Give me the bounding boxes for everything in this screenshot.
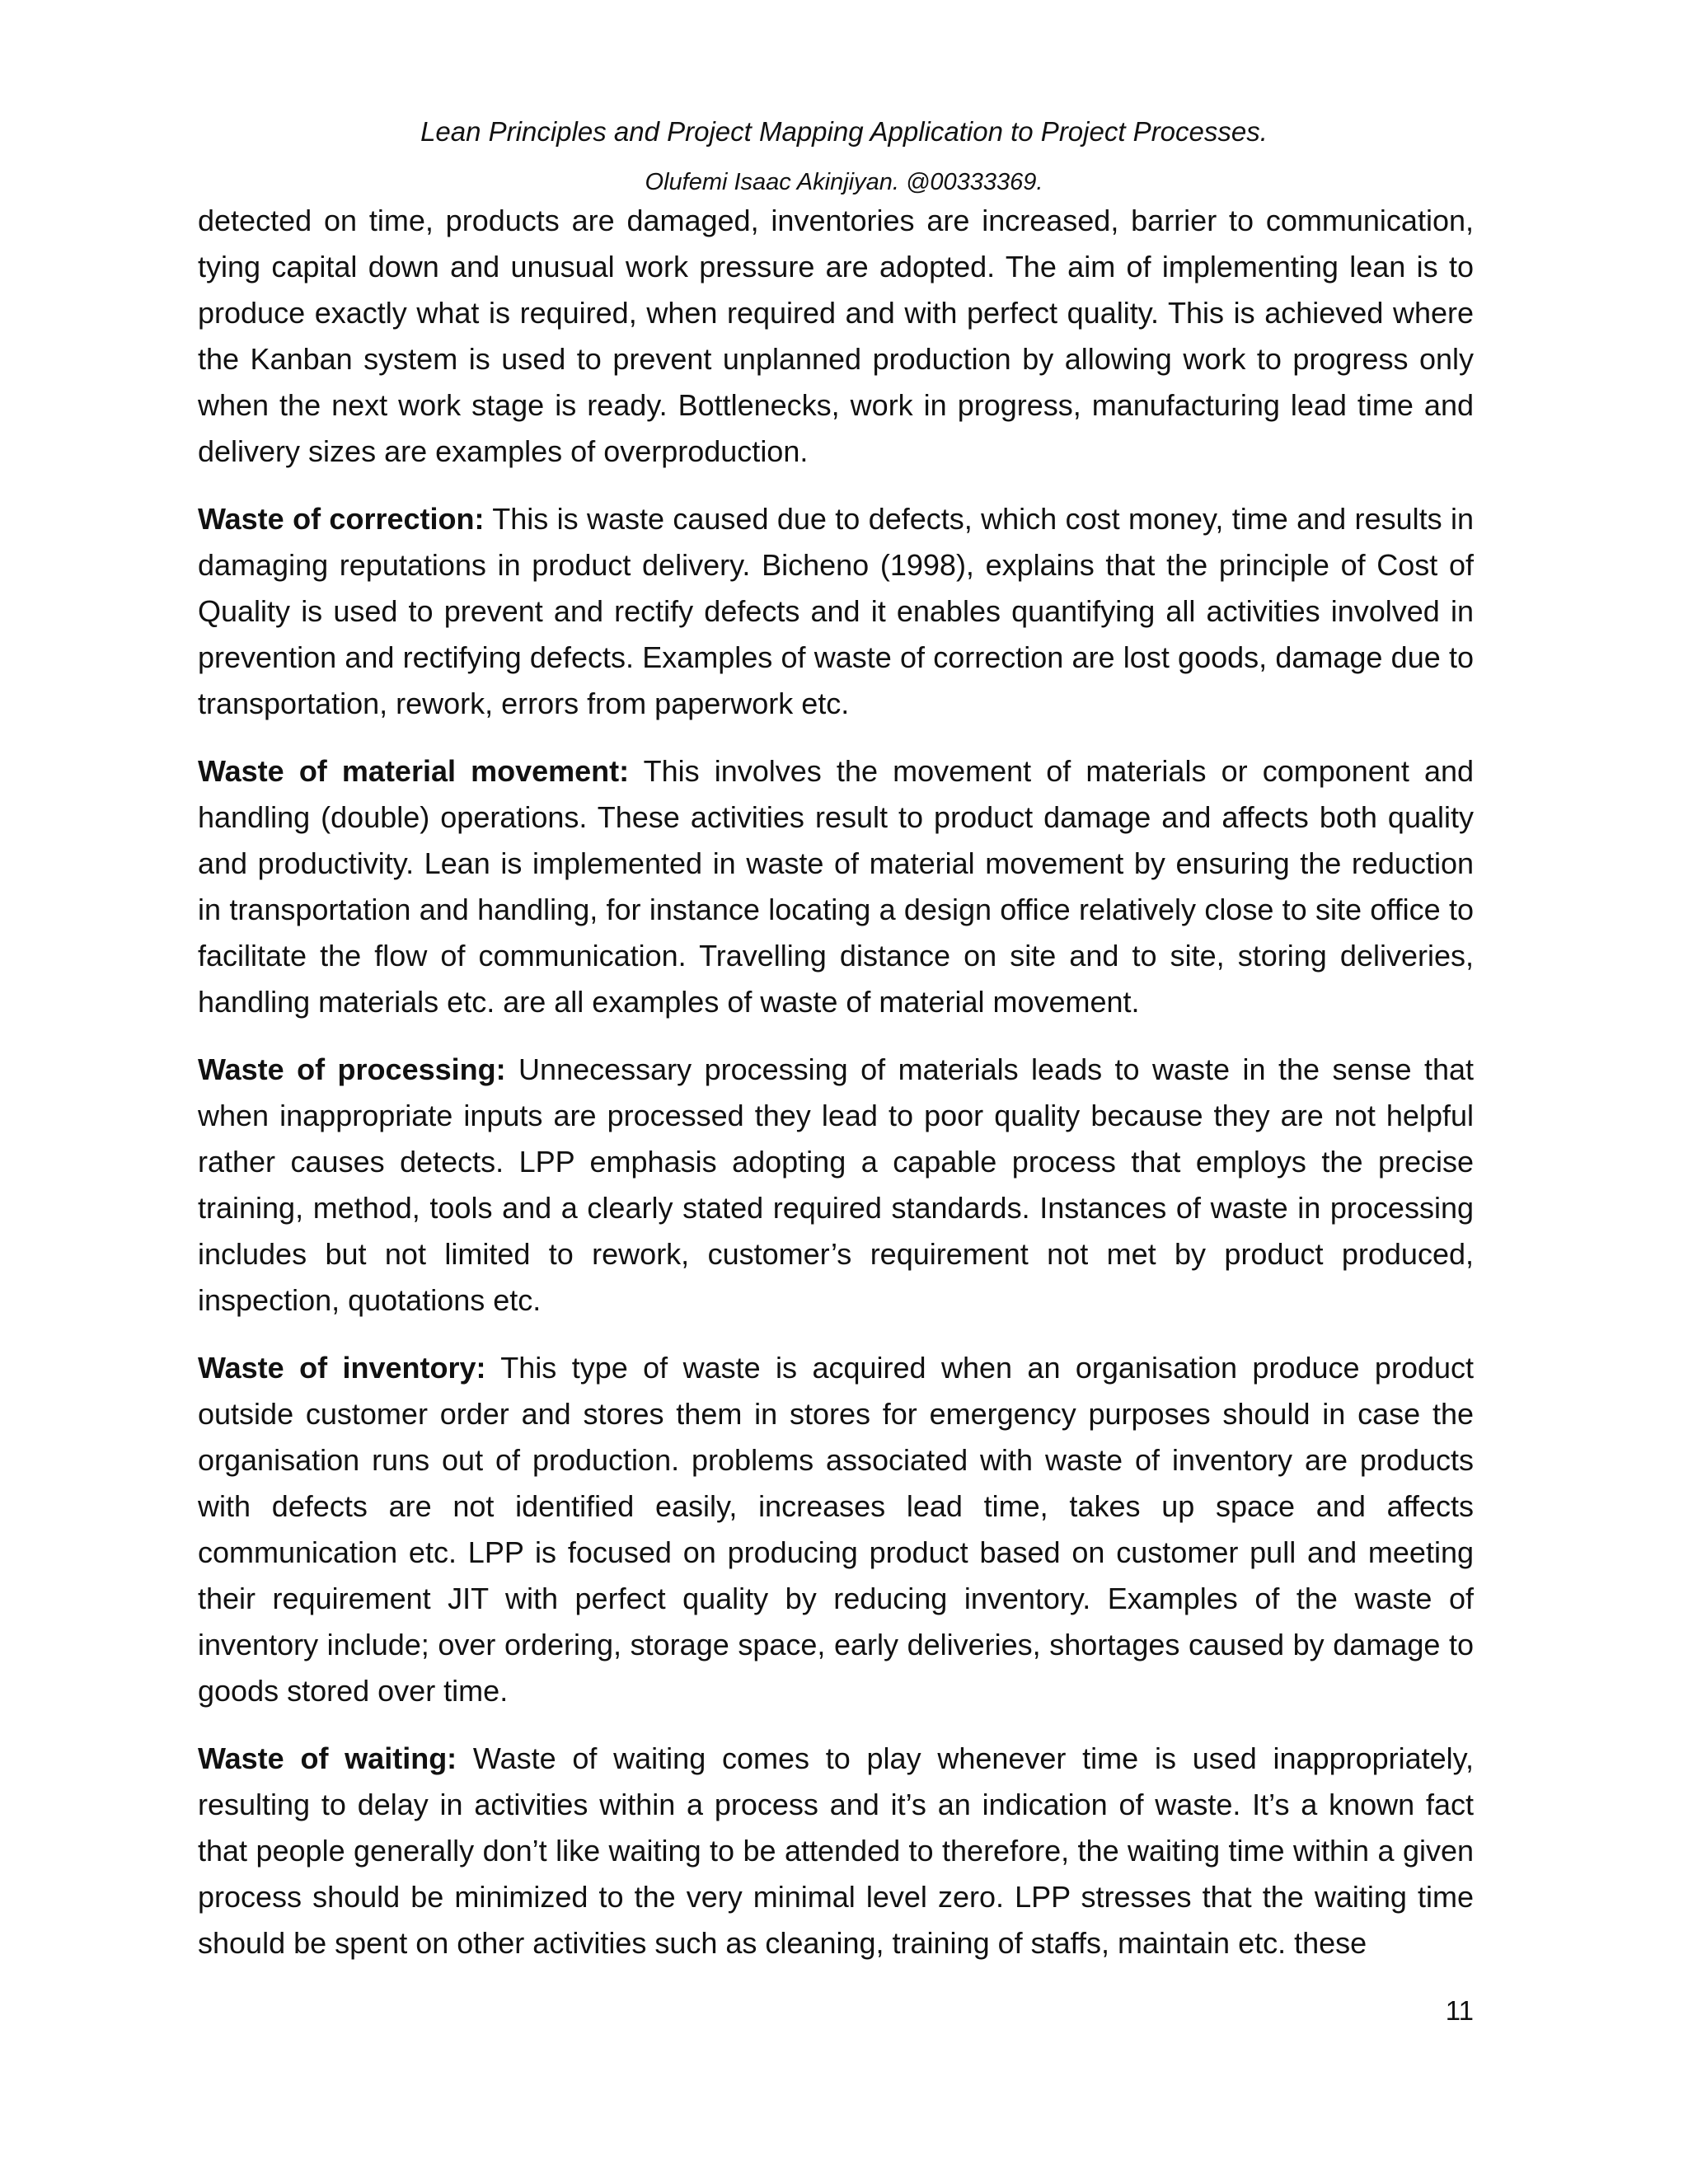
paragraph-waste-of-correction	[198, 496, 1474, 727]
paragraph-heading: Waste of inventory:	[198, 1351, 486, 1385]
paragraph-heading: Waste of waiting:	[198, 1741, 457, 1775]
paragraph-text: detected on time, products are damaged, inventories are increased, barrier to communication, tying capital down and unusual work pressure are adopted. The aim of implementing lean is to produce exactly what is required, when required and with perfect quality. This is achieved where the Kanban system is used to prevent unplanned production by allowing work to progress only when the next work stage is ready. Bottlenecks, work in progress, manufacturing lead time and delivery sizes are examples of overproduction.	[198, 204, 1474, 468]
paragraph-waste-of-processing	[198, 1047, 1474, 1324]
page-number: 11	[1445, 1995, 1474, 2026]
paragraph-waste-of-material-movement	[198, 748, 1474, 1025]
paragraph-heading: Waste of processing:	[198, 1052, 506, 1086]
paragraph-text: Unnecessary processing of materials leads to waste in the sense that when inappropriate inputs are processed they lead to poor quality because they are not helpful rather causes detects. LPP emphasis adopting a capable process that employs the precise training, method, tools and a clearly stated required standards. Instances of waste in processing includes but not limited to rework, customer’s requirement not met by product produced, inspection, quotations etc.	[198, 1052, 1474, 1317]
paragraph-text: This type of waste is acquired when an organisation produce product outside customer order and stores them in stores for emergency purposes should in case the organisation runs out of production. problems associated with waste of inventory are products with defects are not identified easily, increases lead time, takes up space and affects communication etc. LPP is focused on producing product based on customer pull and meeting their requirement JIT with perfect quality by reducing inventory. Examples of the waste of inventory include; over ordering, storage space, early deliveries, shortages caused by damage to goods stored over time.	[198, 1351, 1475, 1708]
paragraph-waste-of-waiting	[198, 1736, 1474, 1966]
paragraph-text: This is waste caused due to defects, which cost money, time and results in damaging reputations in product delivery. Bicheno (1998), explains that the principle of Cost of Quality is used to prevent and rectify defects and it enables quantifying all activities involved in prevention and rectifying defects. Examples of waste of correction are lost goods, damage due to transportation, rework, errors from paperwork etc.	[198, 502, 1474, 720]
paragraph-heading: Waste of material movement:	[198, 754, 630, 788]
paragraph-waste-of-inventory	[198, 1345, 1474, 1714]
paragraph-overproduction-continued	[198, 198, 1474, 475]
running-header-author: Olufemi Isaac Akinjiyan. @00333369.	[645, 169, 1043, 195]
paragraph-heading: Waste of correction:	[198, 502, 485, 536]
paragraph-text: This involves the movement of materials or component and handling (double) operations. These activities result to product damage and affects both quality and productivity. Lean is implemented in waste of material movement by ensuring the reduction in transportation and handling, for instance locating a design office relatively close to site office to facilitate the flow of communication. Travelling distance on site and to site, storing deliveries, handling materials etc. are all examples of waste of material movement.	[198, 754, 1475, 1019]
paragraph-text: Waste of waiting comes to play whenever time is used inappropriately, resulting to delay in activities within a process and it’s an indication of waste. It’s a known fact that people generally don’t like waiting to be attended to therefore, the waiting time within a given process should be minimized to the very minimal level zero. LPP stresses that the waiting time should be spent on other activities such as cleaning, training of staffs, maintain etc. these	[198, 1741, 1474, 1960]
running-header-title: Lean Principles and Project Mapping Application to Project Processes.	[420, 116, 1268, 147]
document-body	[198, 198, 1474, 1988]
